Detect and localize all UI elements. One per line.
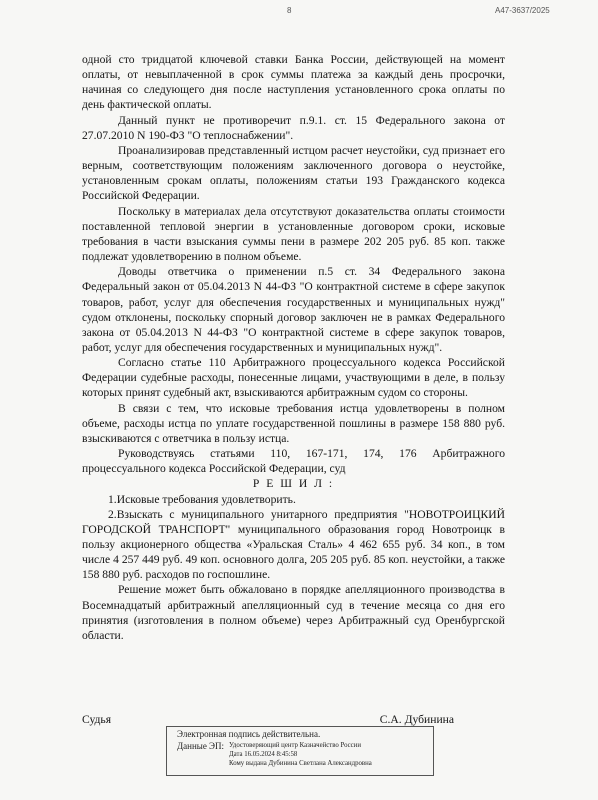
judge-label: Судья xyxy=(82,713,112,726)
paragraph-defendant-arguments: Доводы ответчика о применении п.5 ст. 34 Федерального закона Федеральный закон от 05.04.2013 N 44-ФЗ "О контрактной системе в сфере закупок товаров, работ, услуг для обеспечения государственных и муниципальных нужд" судом отклонены, поскольку спорный договор заключен не в рамках Федерального закона от 05.04.2013 N 44-ФЗ "О контрактной системе в сфере закупок товаров, работ, услуг для обеспечения государственных и муниципальных нужд". xyxy=(82,265,505,354)
paragraph-court-costs: Согласно статье 110 Арбитражного процессуального кодекса Российской Федерации судебные расходы, понесенные лицами, участвующими в деле, в пользу которых принят судебный акт, взыскиваются арбитражным судом со стороны. xyxy=(82,356,505,400)
judge-name: С.А. Дубинина xyxy=(379,713,454,726)
decision-heading: Р Е Ш И Л : xyxy=(252,477,335,491)
paragraph-state-fee: В связи с тем, что исковые требования истца удовлетворены в полном объеме, расходы истца по уплате государственной пошлины в размере 158 880 руб. взыскиваются с ответчика в пользу истца. xyxy=(82,401,505,445)
electronic-signature-stamp xyxy=(166,726,434,776)
esign-label: Данные ЭП: xyxy=(177,741,224,751)
paragraph-penalty-award: Поскольку в материалах дела отсутствуют доказательства оплаты стоимости поставленной тепловой энергии в установленные договором сроки, исковые требования в части взыскания суммы пени в размере 202 205 руб. 85 коп. также подлежат удовлетворению в полном объеме. xyxy=(82,204,505,264)
esign-title: Электронная подпись действительна. xyxy=(177,729,321,739)
esign-holder: Кому выдана Дубинина Светлана Александровна xyxy=(229,760,372,767)
page-number: 8 xyxy=(287,6,292,15)
paragraph-law-reference: Данный пункт не противоречит п.9.1. ст. 15 Федерального закона от 27.07.2010 N 190-ФЗ "О теплоснабжении". xyxy=(82,113,505,142)
paragraph-appeal: Решение может быть обжаловано в порядке апелляционного производства в Восемнадцатый арбитражный апелляционный суд в течение месяца со дня его принятия (изготовления в полном объеме) через Арбитражный суд Оренбургской области. xyxy=(82,583,505,642)
document-body xyxy=(82,52,505,643)
case-number: А47-3637/2025 xyxy=(495,6,550,15)
paragraph-penalty-continuation: одной сто тридцатой ключевой ставки Банка России, действующей на момент оплаты, от невыплаченной в срок суммы платежа за каждый день просрочки, начиная со следующего дня после наступления установленного срока оплаты по день фактической оплаты. xyxy=(82,53,505,112)
esign-date: Дата 16.05.2024 8:45:58 xyxy=(229,751,298,758)
paragraph-calculation-check: Проанализировав представленный истцом расчет неустойки, суд признает его верным, соответствующим положениям заключенного договора о неустойке, установленным срокам оплаты, положениям статьи 193 Гражданского кодекса Российской Федерации. xyxy=(82,143,505,203)
paragraph-guided-by: Руководствуясь статьями 110, 167-171, 174, 176 Арбитражного процессуального кодекса Российской Федерации, суд xyxy=(82,447,505,476)
decision-item-1: 1.Исковые требования удовлетворить. xyxy=(108,492,296,506)
decision-item-2: 2.Взыскать с муниципального унитарного предприятия "НОВОТРОИЦКИЙ ГОРОДСКОЙ ТРАНСПОРТ" муниципального образования город Новотроицк в пользу акционерного общества «Уральская Сталь» 4 462 655 руб. 34 коп., в том числе 4 257 449 руб. 49 коп. основного долга, 205 205 руб. 85 коп. неустойки, а также 158 880 руб. расходов по госпошлине. xyxy=(82,507,505,582)
esign-issuer: Удостоверяющий центр Казначейство России xyxy=(229,742,361,749)
